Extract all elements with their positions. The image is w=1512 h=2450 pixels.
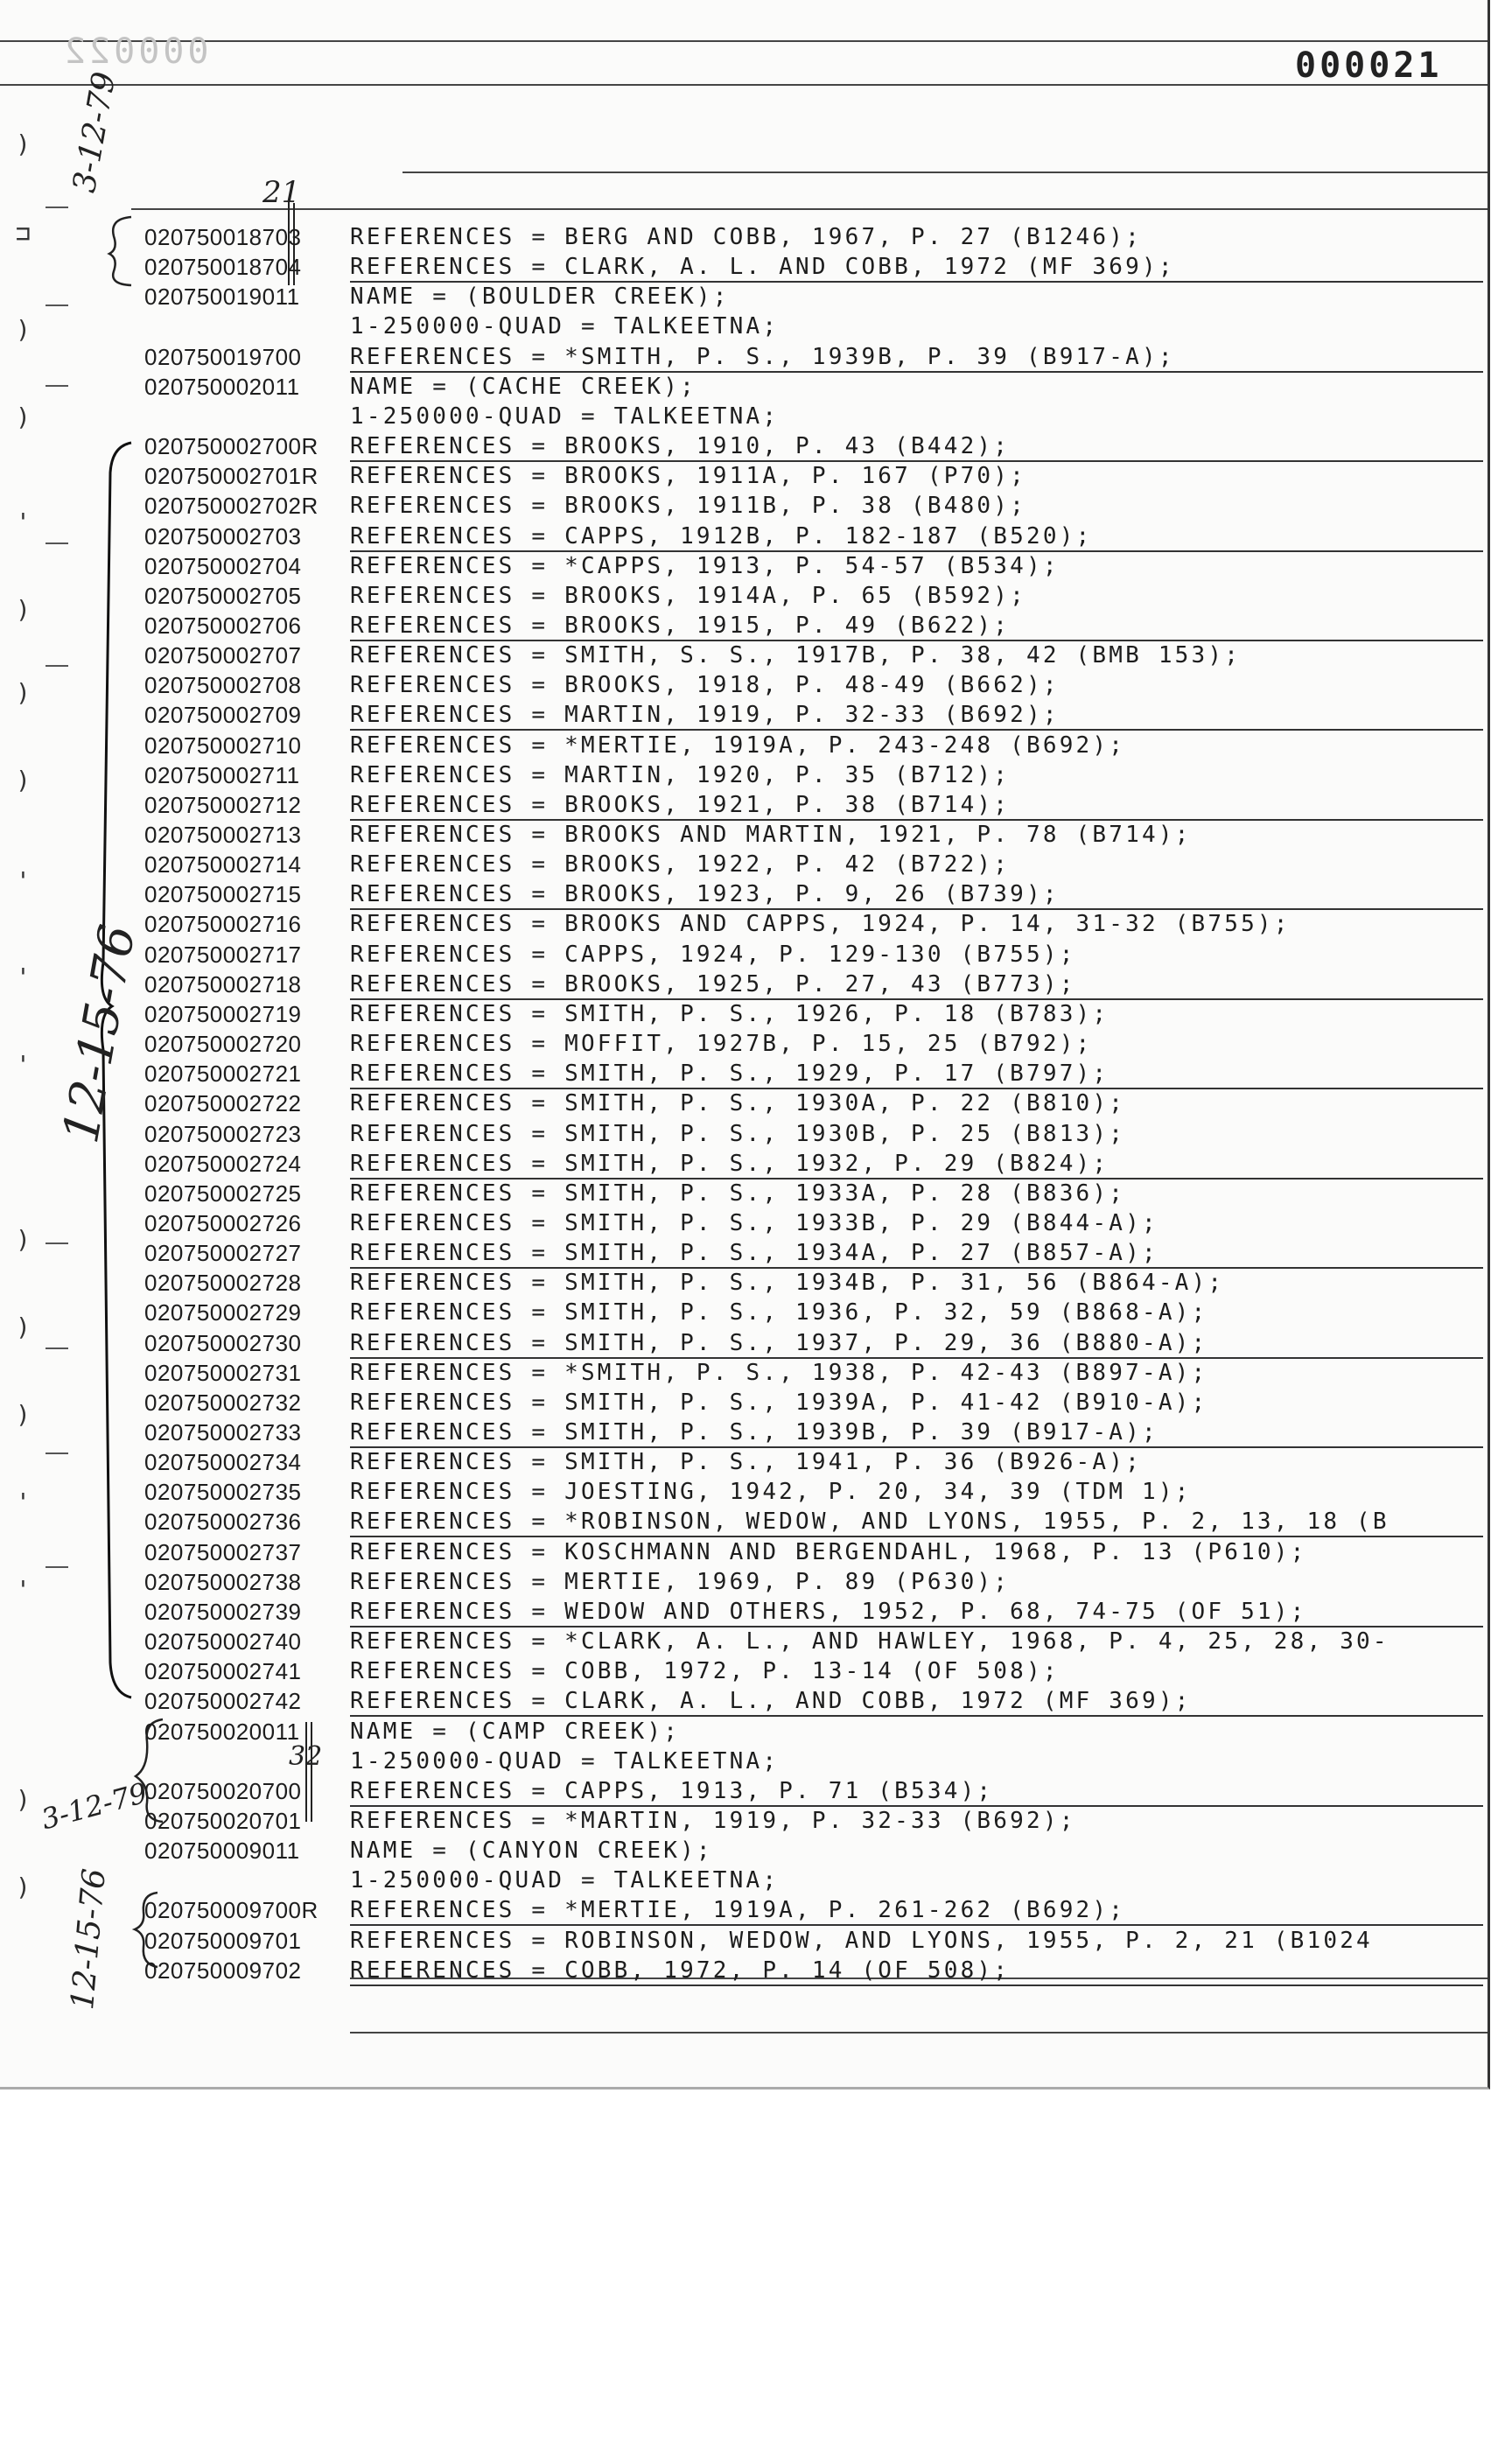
record-text: REFERENCES = BROOKS AND CAPPS, 1924, P. 14, 31-32 (B755); — [350, 911, 1291, 938]
hole-mark: ) — [16, 1312, 31, 1341]
record-text: REFERENCES = SMITH, P. S., 1926, P. 18 (B783); — [350, 1000, 1110, 1027]
record-code: 020750002720 — [144, 1031, 302, 1058]
record-text: REFERENCES = ROBINSON, WEDOW, AND LYONS, 1955, P. 2, 21 (B1024 — [350, 1927, 1373, 1954]
record-row — [0, 523, 1488, 553]
record-row — [0, 1390, 1488, 1419]
record-text: REFERENCES = SMITH, P. S., 1941, P. 36 (B926-A); — [350, 1449, 1142, 1476]
record-code: 020750002735 — [144, 1479, 302, 1506]
record-code: 020750002705 — [144, 582, 302, 609]
record-row — [0, 1210, 1488, 1240]
record-code: 020750002733 — [144, 1419, 302, 1446]
record-code: 020750020700 — [144, 1777, 302, 1804]
hole-mark: ) — [16, 678, 31, 707]
record-code: 020750002703 — [144, 522, 302, 550]
record-text: NAME = (CANYON CREEK); — [350, 1838, 713, 1865]
record-text: REFERENCES = CLARK, A. L. AND COBB, 1972 (MF 369); — [350, 254, 1175, 281]
hole-mark: ) — [16, 766, 31, 794]
record-text: REFERENCES = SMITH, P. S., 1930B, P. 25 (B813); — [350, 1120, 1126, 1147]
record-text: REFERENCES = BROOKS, 1915, P. 49 (B622); — [350, 612, 1011, 639]
record-code: 020750002714 — [144, 851, 302, 878]
record-row — [0, 344, 1488, 374]
record-row — [0, 1628, 1488, 1658]
record-code: 020750002742 — [144, 1688, 302, 1715]
record-row — [0, 1240, 1488, 1270]
record-code: 020750002722 — [144, 1090, 302, 1117]
record-text: REFERENCES = CAPPS, 1913, P. 71 (B534); — [350, 1777, 994, 1804]
page-number: 000021 — [1295, 46, 1443, 86]
record-row — [0, 672, 1488, 702]
record-text: REFERENCES = BROOKS, 1918, P. 48-49 (B662); — [350, 672, 1060, 699]
record-code: 020750002011 — [144, 373, 300, 400]
record-underline — [350, 550, 1483, 552]
record-text: REFERENCES = *SMITH, P. S., 1938, P. 42-43 (B897-A); — [350, 1359, 1208, 1386]
record-code: 020750002701R — [144, 463, 318, 490]
hole-mark: ' — [16, 508, 31, 536]
record-row — [0, 1121, 1488, 1151]
record-underline — [350, 640, 1483, 641]
record-text: 1-250000-QUAD = TALKEETNA; — [350, 313, 780, 340]
record-row — [0, 1360, 1488, 1390]
record-underline — [350, 460, 1483, 462]
record-code: 020750018703 — [144, 224, 302, 250]
hole-mark: ' — [16, 1050, 31, 1079]
record-underline — [350, 1178, 1483, 1180]
record-code: 020750002728 — [144, 1270, 302, 1297]
record-text: REFERENCES = MARTIN, 1920, P. 35 (B712); — [350, 761, 1011, 788]
record-code: 020750002711 — [144, 761, 300, 788]
record-row — [0, 942, 1488, 971]
record-underline — [350, 1088, 1483, 1089]
hole-mark: ) — [16, 1872, 31, 1901]
record-text: REFERENCES = BROOKS, 1921, P. 38 (B714); — [350, 791, 1011, 818]
record-code: 020750009700R — [144, 1897, 318, 1924]
record-row — [0, 851, 1488, 881]
record-text: REFERENCES = *SMITH, P. S., 1939B, P. 39 (B917-A); — [350, 343, 1175, 370]
record-text: REFERENCES = SMITH, P. S., 1933A, P. 28 (B836); — [350, 1180, 1126, 1207]
record-text: REFERENCES = KOSCHMANN AND BERGENDAHL, 1968, P. 13 (P610); — [350, 1538, 1307, 1565]
record-row — [0, 1479, 1488, 1508]
record-row — [0, 642, 1488, 672]
record-text: REFERENCES = SMITH, S. S., 1917B, P. 38, 42 (BMB 153); — [350, 642, 1242, 669]
record-text: 1-250000-QUAD = TALKEETNA; — [350, 402, 780, 430]
record-code: 020750020701 — [144, 1807, 302, 1834]
record-code: 020750002729 — [144, 1299, 302, 1326]
record-row — [0, 374, 1488, 403]
record-code: 020750002724 — [144, 1150, 302, 1177]
record-underline — [350, 908, 1483, 910]
record-text: NAME = (BOULDER CREEK); — [350, 284, 730, 311]
hole-mark: ) — [16, 1400, 31, 1429]
record-row — [0, 732, 1488, 762]
hole-mark: ' — [16, 962, 31, 991]
record-row — [0, 1867, 1488, 1897]
record-row — [0, 1299, 1488, 1329]
record-row — [0, 1180, 1488, 1210]
record-code: 020750002721 — [144, 1060, 302, 1088]
record-row — [0, 1151, 1488, 1180]
record-text: REFERENCES = BROOKS AND MARTIN, 1921, P. 78 (B714); — [350, 822, 1192, 848]
record-text: REFERENCES = *ROBINSON, WEDOW, AND LYONS, 1955, P. 2, 13, 18 (B — [350, 1508, 1390, 1536]
record-text: REFERENCES = MERTIE, 1969, P. 89 (P630); — [350, 1568, 1011, 1595]
record-text: REFERENCES = COBB, 1972, P. 13-14 (OF 508); — [350, 1658, 1060, 1685]
record-underline — [350, 729, 1483, 731]
record-row — [0, 1001, 1488, 1031]
record-text: REFERENCES = CLARK, A. L., AND COBB, 1972 (MF 369); — [350, 1688, 1192, 1715]
record-text: REFERENCES = *CAPPS, 1913, P. 54-57 (B534); — [350, 552, 1060, 579]
record-text: REFERENCES = MOFFIT, 1927B, P. 15, 25 (B792); — [350, 1031, 1093, 1058]
record-text: REFERENCES = *CLARK, A. L., AND HAWLEY, 1968, P. 4, 25, 28, 30- — [350, 1628, 1390, 1656]
record-text: REFERENCES = SMITH, P. S., 1936, P. 32, 59 (B868-A); — [350, 1299, 1208, 1326]
record-row — [0, 1270, 1488, 1299]
record-row — [0, 463, 1488, 493]
record-code: 020750002727 — [144, 1240, 302, 1267]
ghost-page-number: 000022 — [61, 32, 209, 72]
record-row — [0, 1897, 1488, 1927]
record-code: 020750002710 — [144, 732, 302, 759]
record-row — [0, 1838, 1488, 1867]
record-text: REFERENCES = *MERTIE, 1919A, P. 261-262 (B692); — [350, 1897, 1126, 1924]
record-code: 020750002738 — [144, 1568, 302, 1595]
hole-mark: ) — [16, 402, 31, 431]
record-code: 020750002700R — [144, 433, 318, 460]
record-text: REFERENCES = BROOKS, 1922, P. 42 (B722); — [350, 851, 1011, 878]
record-code: 020750002718 — [144, 970, 302, 998]
record-code: 020750002723 — [144, 1120, 302, 1147]
record-row — [0, 1718, 1488, 1748]
record-text: REFERENCES = SMITH, P. S., 1933B, P. 29 (B844-A); — [350, 1209, 1158, 1236]
record-row — [0, 1928, 1488, 1957]
record-row — [0, 583, 1488, 612]
record-code: 020750002726 — [144, 1209, 302, 1236]
record-row — [0, 1778, 1488, 1808]
record-text: REFERENCES = BROOKS, 1911A, P. 167 (P70); — [350, 463, 1026, 490]
hole-mark: ) — [16, 1225, 31, 1254]
record-code: 020750018704 — [144, 254, 302, 281]
record-text: REFERENCES = SMITH, P. S., 1937, P. 29, 36 (B880-A); — [350, 1329, 1208, 1356]
record-row — [0, 1330, 1488, 1360]
record-row — [0, 1957, 1488, 1987]
record-row — [0, 1031, 1488, 1060]
record-code: 020750002739 — [144, 1598, 302, 1625]
hole-mark: ' — [16, 1575, 31, 1604]
record-text: REFERENCES = MARTIN, 1919, P. 32-33 (B692); — [350, 702, 1060, 729]
record-text: REFERENCES = *MARTIN, 1919, P. 32-33 (B692); — [350, 1807, 1076, 1834]
record-underline — [350, 1536, 1483, 1537]
record-row — [0, 971, 1488, 1001]
record-text: REFERENCES = BROOKS, 1910, P. 43 (B442); — [350, 433, 1011, 460]
record-row — [0, 1748, 1488, 1778]
record-code: 020750002737 — [144, 1538, 302, 1565]
record-row — [0, 1449, 1488, 1479]
record-code: 020750009011 — [144, 1838, 300, 1865]
record-text: REFERENCES = SMITH, P. S., 1930A, P. 22 (B810); — [350, 1090, 1126, 1117]
record-underline — [350, 281, 1483, 283]
handwritten-note: 32 — [289, 1741, 323, 1772]
record-underline — [350, 1984, 1483, 1986]
record-text: 1-250000-QUAD = TALKEETNA; — [350, 1867, 780, 1894]
record-text: REFERENCES = BROOKS, 1923, P. 9, 26 (B739); — [350, 881, 1060, 908]
record-code: 020750002734 — [144, 1449, 302, 1476]
handwritten-date: 12-15-76 — [52, 920, 147, 1148]
record-row — [0, 1508, 1488, 1538]
record-row — [0, 1658, 1488, 1688]
record-code: 020750002736 — [144, 1508, 302, 1536]
record-row — [0, 702, 1488, 732]
record-row — [0, 1060, 1488, 1090]
record-code: 020750002740 — [144, 1628, 302, 1656]
record-row — [0, 433, 1488, 463]
record-code: 020750002713 — [144, 822, 302, 848]
record-row — [0, 792, 1488, 822]
record-code: 020750002704 — [144, 552, 302, 579]
record-row — [0, 1808, 1488, 1838]
handwritten-date: 3-12-79 — [38, 1775, 151, 1837]
record-row — [0, 1599, 1488, 1628]
record-row — [0, 284, 1488, 313]
record-text: NAME = (CACHE CREEK); — [350, 373, 696, 400]
record-row — [0, 1419, 1488, 1449]
record-code: 020750002741 — [144, 1658, 302, 1685]
record-row — [0, 612, 1488, 642]
record-code: 020750002730 — [144, 1329, 302, 1356]
handwritten-date: 12-15-76 — [65, 1866, 113, 2012]
record-text: REFERENCES = SMITH, P. S., 1934B, P. 31, 56 (B864-A); — [350, 1270, 1225, 1297]
record-text: 1-250000-QUAD = TALKEETNA; — [350, 1747, 780, 1774]
record-text: REFERENCES = CAPPS, 1924, P. 129-130 (B755); — [350, 941, 1076, 968]
record-text: REFERENCES = SMITH, P. S., 1932, P. 29 (B824); — [350, 1150, 1110, 1177]
record-code: 020750002702R — [144, 493, 318, 520]
record-text: REFERENCES = BROOKS, 1925, P. 27, 43 (B773); — [350, 970, 1076, 998]
record-code: 020750019011 — [144, 284, 300, 311]
record-code: 020750002708 — [144, 672, 302, 699]
record-text: REFERENCES = SMITH, P. S., 1929, P. 17 (B797); — [350, 1060, 1110, 1088]
handwritten-note: 21 — [262, 175, 301, 210]
record-underline — [350, 1924, 1483, 1926]
record-row — [0, 1688, 1488, 1718]
record-text: REFERENCES = BROOKS, 1911B, P. 38 (B480); — [350, 493, 1026, 520]
hole-mark: ' — [16, 1488, 31, 1516]
record-text: REFERENCES = CAPPS, 1912B, P. 182-187 (B520); — [350, 522, 1093, 550]
hole-mark: ' — [16, 866, 31, 895]
record-underline — [350, 1357, 1483, 1359]
record-code: 020750002707 — [144, 642, 302, 669]
record-code: 020750002719 — [144, 1000, 302, 1027]
record-row — [0, 1569, 1488, 1599]
record-code: 020750002732 — [144, 1389, 302, 1416]
record-underline — [350, 1446, 1483, 1448]
record-text: REFERENCES = COBB, 1972, P. 14 (OF 508); — [350, 1956, 1011, 1984]
record-underline — [350, 1715, 1483, 1717]
record-text: REFERENCES = JOESTING, 1942, P. 20, 34, 39 (TDM 1); — [350, 1479, 1192, 1506]
hole-mark: ) — [16, 595, 31, 624]
record-text: REFERENCES = BERG AND COBB, 1967, P. 27 (B1246); — [350, 224, 1142, 250]
record-row — [0, 1539, 1488, 1569]
record-row — [0, 493, 1488, 522]
record-row — [0, 822, 1488, 851]
record-underline — [350, 819, 1483, 821]
record-code: 020750020011 — [144, 1718, 300, 1745]
hole-mark: ) — [16, 1785, 31, 1814]
record-code: 020750019700 — [144, 343, 302, 370]
record-underline — [350, 1805, 1483, 1807]
record-code: 020750002716 — [144, 911, 302, 938]
record-text: REFERENCES = SMITH, P. S., 1939B, P. 39 (B917-A); — [350, 1419, 1158, 1446]
record-underline — [350, 1626, 1483, 1628]
record-row — [0, 553, 1488, 583]
record-row — [0, 1090, 1488, 1120]
record-code: 020750009701 — [144, 1927, 302, 1954]
handwritten-date: 3-12-79 — [66, 69, 123, 196]
record-code: 020750002725 — [144, 1180, 302, 1207]
record-text: NAME = (CAMP CREEK); — [350, 1718, 681, 1745]
record-code: 020750002717 — [144, 941, 302, 968]
record-code: 020750002709 — [144, 702, 302, 729]
record-text: REFERENCES = BROOKS, 1914A, P. 65 (B592); — [350, 582, 1026, 609]
record-code: 020750002706 — [144, 612, 302, 639]
record-row — [0, 911, 1488, 941]
record-row — [0, 254, 1488, 284]
record-row — [0, 313, 1488, 343]
record-underline — [350, 1267, 1483, 1269]
record-code: 020750002712 — [144, 791, 302, 818]
record-code: 020750002731 — [144, 1359, 302, 1386]
hole-mark: ⊐ — [16, 219, 31, 248]
record-underline — [350, 998, 1483, 1000]
record-row — [0, 224, 1488, 254]
record-row — [0, 881, 1488, 911]
record-text: REFERENCES = SMITH, P. S., 1939A, P. 41-42 (B910-A); — [350, 1389, 1208, 1416]
hole-mark: ) — [16, 130, 31, 158]
record-row — [0, 762, 1488, 792]
record-text: REFERENCES = *MERTIE, 1919A, P. 243-248 (B692); — [350, 732, 1126, 759]
record-row — [0, 403, 1488, 433]
record-code: 020750002715 — [144, 881, 302, 908]
record-text: REFERENCES = WEDOW AND OTHERS, 1952, P. 68, 74-75 (OF 51); — [350, 1598, 1307, 1625]
hole-mark: ) — [16, 315, 31, 344]
record-underline — [350, 371, 1483, 373]
record-text: REFERENCES = SMITH, P. S., 1934A, P. 27 (B857-A); — [350, 1240, 1158, 1267]
record-code: 020750009702 — [144, 1956, 302, 1984]
